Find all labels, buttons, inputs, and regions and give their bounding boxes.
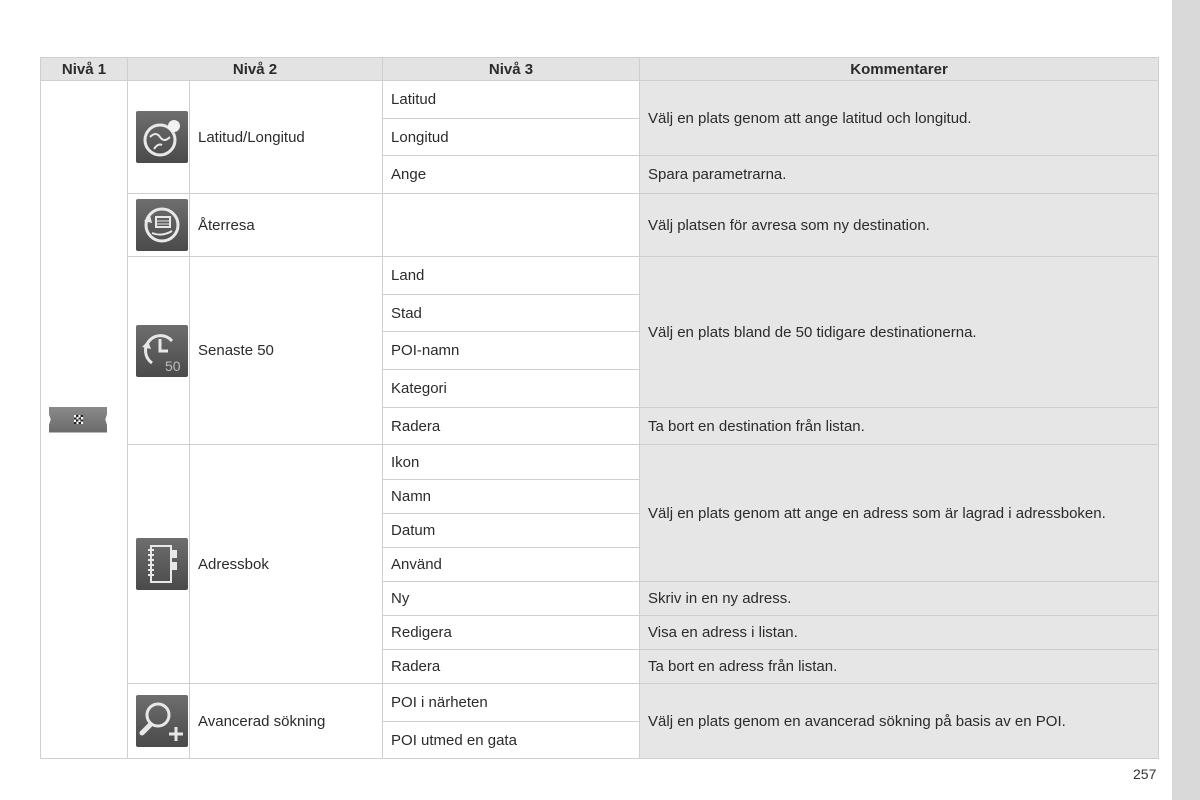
comment-recent-delete: Ta bort en destination från listan.	[640, 408, 1159, 445]
latlong-icon-cell	[128, 81, 190, 194]
search-plus-icon	[136, 695, 188, 747]
table-row	[41, 257, 1159, 295]
level1-cell	[41, 81, 128, 759]
addressbook-icon-cell	[128, 445, 190, 684]
return-trip-icon	[136, 199, 188, 251]
header-level3: Nivå 3	[383, 58, 640, 81]
level3-radera-address: Radera	[383, 650, 640, 684]
level3-anvand: Använd	[383, 548, 640, 582]
level3-ange: Ange	[383, 156, 640, 194]
level3-latitud: Latitud	[383, 81, 640, 119]
level3-namn: Namn	[383, 480, 640, 514]
advanced-icon-cell	[128, 684, 190, 759]
level2-advanced: Avancerad sökning	[190, 684, 383, 759]
recent-icon-cell	[128, 257, 190, 445]
level2-return: Återresa	[190, 194, 383, 257]
table-row	[41, 445, 1159, 480]
comment-save: Spara parametrarna.	[640, 156, 1159, 194]
level3-redigera: Redigera	[383, 616, 640, 650]
table-row	[41, 684, 1159, 722]
clock-50-icon-number: 50	[165, 357, 181, 374]
level3-radera-recent: Radera	[383, 408, 640, 445]
level2-latlong: Latitud/Longitud	[190, 81, 383, 194]
header-comments: Kommentarer	[640, 58, 1159, 81]
checkered-flag-button-icon	[49, 407, 107, 433]
comment-advanced: Välj en plats genom en avancerad sökning på basis av en POI.	[640, 684, 1159, 759]
table-row	[41, 81, 1159, 119]
level3-datum: Datum	[383, 514, 640, 548]
level3-return-empty	[383, 194, 640, 257]
globe-pin-icon	[136, 111, 188, 163]
level2-recent: Senaste 50	[190, 257, 383, 445]
comment-new-address: Skriv in en ny adress.	[640, 582, 1159, 616]
level3-stad: Stad	[383, 295, 640, 332]
comment-edit-address: Visa en adress i listan.	[640, 616, 1159, 650]
level3-longitud: Longitud	[383, 119, 640, 156]
level3-ny: Ny	[383, 582, 640, 616]
level3-land: Land	[383, 257, 640, 295]
address-book-icon	[136, 538, 188, 590]
page-number: 257	[1133, 766, 1157, 782]
comment-return: Välj platsen för avresa som ny destination.	[640, 194, 1159, 257]
table-row	[41, 194, 1159, 257]
comment-addressbook: Välj en plats genom att ange en adress som är lagrad i adressboken.	[640, 445, 1159, 582]
table-header-row	[41, 58, 1159, 81]
navigation-menu-table	[40, 57, 1159, 759]
level3-poi-street: POI utmed en gata	[383, 722, 640, 759]
page-edge-strip	[1172, 0, 1200, 800]
header-level1: Nivå 1	[41, 58, 128, 81]
level2-addressbook: Adressbok	[190, 445, 383, 684]
level3-poi-namn: POI-namn	[383, 332, 640, 370]
return-icon-cell	[128, 194, 190, 257]
header-level2: Nivå 2	[128, 58, 383, 81]
comment-delete-address: Ta bort en adress från listan.	[640, 650, 1159, 684]
comment-recent: Välj en plats bland de 50 tidigare destinationerna.	[640, 257, 1159, 408]
clock-50-icon	[136, 325, 188, 377]
level3-kategori: Kategori	[383, 370, 640, 408]
level3-ikon: Ikon	[383, 445, 640, 480]
level3-poi-nearby: POI i närheten	[383, 684, 640, 722]
comment-latlong: Välj en plats genom att ange latitud och longitud.	[640, 81, 1159, 156]
